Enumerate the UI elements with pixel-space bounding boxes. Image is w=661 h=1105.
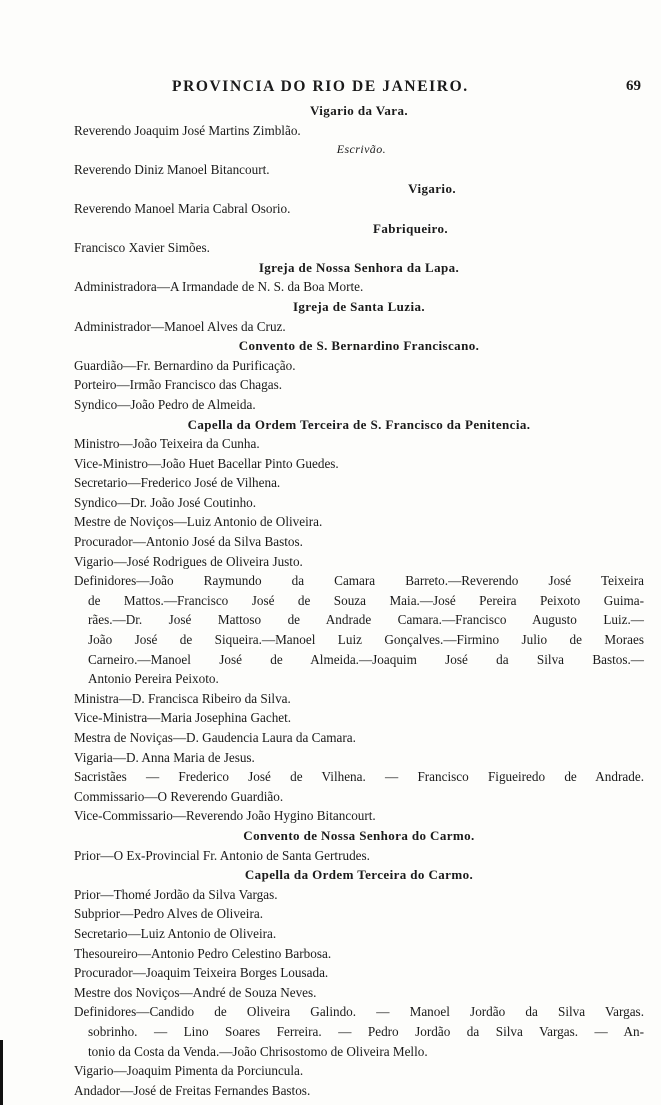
text-line: de Mattos.—Francisco José de Souza Maia.—José Pereira Peixoto Guima- — [88, 592, 644, 608]
scan-edge-mark — [0, 1040, 3, 1105]
text-line: Vigario—José Rodrigues de Oliveira Justo. — [74, 553, 303, 569]
text-line: Syndico—João Pedro de Almeida. — [74, 396, 256, 412]
text-line: Mestre dos Noviços—André de Souza Neves. — [74, 984, 317, 1000]
text-line: Thesoureiro—Antonio Pedro Celestino Barbosa. — [74, 945, 332, 961]
heading-capella-carmo: Capella da Ordem Terceira do Carmo. — [244, 867, 474, 883]
heading-vigario-da-vara: Vigario da Vara. — [309, 103, 408, 118]
text-line: Syndico—Dr. João José Coutinho. — [74, 494, 257, 510]
text-line: Reverendo Manoel Maria Cabral Osorio. — [74, 200, 291, 216]
text-line: Administradora—A Irmandade de N. S. da Boa Morte. — [74, 279, 364, 295]
text-line: Vice-Ministra—Maria Josephina Gachet. — [74, 710, 292, 726]
heading-escrivao: Escrivão. — [336, 142, 386, 157]
text-line: Reverendo Joaquim José Martins Zimblão. — [74, 122, 301, 138]
text-line: Prior—O Ex-Provincial Fr. Antonio de Santa Gertrudes. — [74, 847, 370, 863]
text-line: Mestra de Noviças—D. Gaudencia Laura da Camara. — [74, 730, 356, 745]
text-line: sobrinho. — Lino Soares Ferreira. — Pedro Jordão da Silva Vargas. — An- — [88, 1023, 644, 1039]
text-line: Ministra—D. Francisca Ribeiro da Silva. — [74, 690, 291, 706]
heading-igreja-santa-luzia: Igreja de Santa Luzia. — [292, 298, 426, 314]
heading-vigario: Vigario. — [408, 181, 456, 197]
running-head: PROVINCIA DO RIO DE JANEIRO. — [172, 78, 469, 95]
heading-convento-s-bernardino: Convento de S. Bernardino Franciscano. — [238, 338, 480, 354]
heading-igreja-lapa: Igreja de Nossa Senhora da Lapa. — [258, 259, 460, 275]
text-line: Reverendo Diniz Manoel Bitancourt. — [74, 161, 270, 177]
heading-convento-carmo: Convento de Nossa Senhora do Carmo. — [243, 827, 475, 843]
text-line: rães.—Dr. José Mattoso de Andrade Camara.—Francisco Augusto Luiz.— — [88, 612, 644, 628]
text-line: Secretario—Luiz Antonio de Oliveira. — [74, 925, 277, 941]
text-line: Porteiro—Irmão Francisco das Chagas. — [74, 377, 283, 393]
text-line: Definidores—João Raymundo da Camara Barreto.—Reverendo José Teixeira — [74, 573, 644, 589]
text-line: Secretario—Frederico José de Vilhena. — [74, 475, 281, 491]
text-line: Vice-Ministro—João Huet Bacellar Pinto Guedes. — [74, 455, 339, 471]
text-line: Administrador—Manoel Alves da Cruz. — [74, 318, 286, 334]
text-line: Ministro—João Teixeira da Cunha. — [74, 436, 260, 452]
text-line: Vigario—Joaquim Pimenta da Porciuncula. — [74, 1063, 304, 1079]
text-line: Definidores—Candido de Oliveira Galindo. — Manoel Jordão da Silva Vargas. — [74, 1004, 644, 1020]
text-line: Carneiro.—Manoel José de Almeida.—Joaquim José da Silva Bastos.— — [88, 651, 644, 667]
page-number: 69 — [626, 78, 641, 94]
text-line: Commissario—O Reverendo Guardião. — [74, 788, 284, 804]
page-body — [74, 101, 644, 1100]
text-line: Procurador—Antonio José da Silva Bastos. — [74, 534, 303, 550]
text-line: Vigaria—D. Anna Maria de Jesus. — [74, 749, 255, 765]
text-line: Andador—José de Freitas Fernandes Bastos. — [74, 1082, 311, 1098]
page-header — [0, 78, 661, 102]
text-line: Mestre de Noviços—Luiz Antonio de Oliveira. — [74, 514, 323, 530]
text-line: Procurador—Joaquim Teixeira Borges Lousada. — [74, 965, 329, 981]
text-line: Francisco Xavier Simões. — [74, 240, 210, 256]
text-line: Vice-Commissario—Reverendo João Hygino Bitancourt. — [74, 808, 376, 824]
text-line: Guardião—Fr. Bernardino da Purificação. — [74, 357, 296, 373]
text-line: Sacristães — Frederico José de Vilhena. — Francisco Figueiredo de Andrade. — [74, 769, 644, 785]
text-line: tonio da Costa da Venda.—João Chrisostomo de Oliveira Mello. — [88, 1043, 428, 1059]
text-line: Prior—Thomé Jordão da Silva Vargas. — [74, 886, 278, 902]
text-line: João José de Siqueira.—Manoel Luiz Gonçalves.—Firmino Julio de Moraes — [88, 632, 644, 648]
text-line: Subprior—Pedro Alves de Oliveira. — [74, 906, 263, 922]
text-line: Antonio Pereira Peixoto. — [88, 671, 219, 687]
heading-capella-s-francisco: Capella da Ordem Terceira de S. Francisco da Penitencia. — [187, 416, 531, 432]
heading-fabriqueiro: Fabriqueiro. — [373, 220, 448, 236]
